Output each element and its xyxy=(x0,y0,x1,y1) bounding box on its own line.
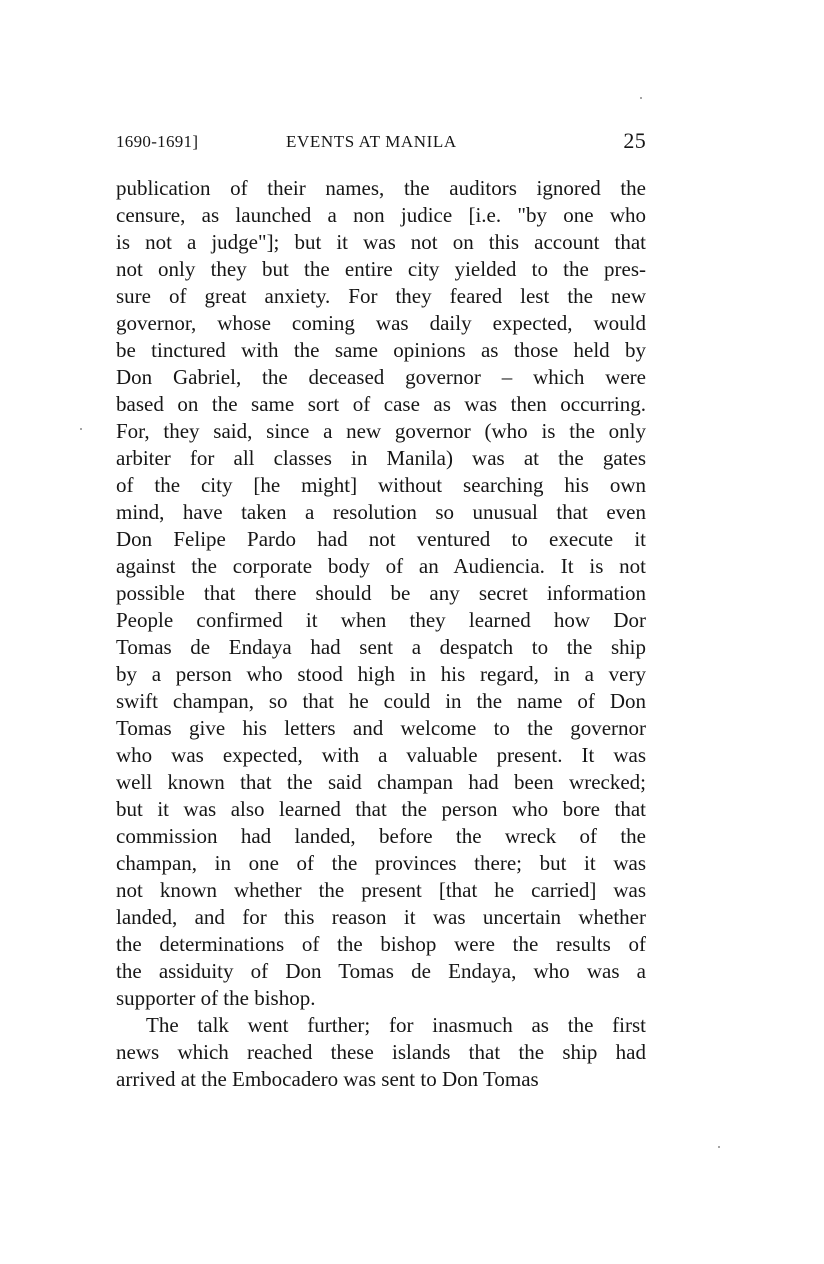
text-line: not only they but the entire city yielded to the pres- xyxy=(116,257,646,281)
text-line: Don Felipe Pardo had not ventured to execute it xyxy=(116,527,646,551)
text-line: based on the same sort of case as was then occurring. xyxy=(116,392,646,416)
text-line: landed, and for this reason it was uncertain whether xyxy=(116,905,646,929)
running-head xyxy=(116,128,646,158)
text-line: arbiter for all classes in Manila) was at the gates xyxy=(116,446,646,470)
text-line: For, they said, since a new governor (who is the only xyxy=(116,419,646,443)
text-line: arrived at the Embocadero was sent to Don Tomas xyxy=(116,1067,539,1091)
text-line: champan, in one of the provinces there; but it was xyxy=(116,851,646,875)
text-line: supporter of the bishop. xyxy=(116,986,316,1010)
scan-speck xyxy=(718,1146,720,1148)
page-number: 25 xyxy=(623,128,646,153)
text-line: commission had landed, before the wreck of the xyxy=(116,824,646,848)
text-line: People confirmed it when they learned how Dor xyxy=(116,608,646,632)
text-line: Tomas de Endaya had sent a despatch to the ship xyxy=(116,635,646,659)
text-line: is not a judge"]; but it was not on this account that xyxy=(116,230,646,254)
text-line: of the city [he might] without searching his own xyxy=(116,473,646,497)
text-line: sure of great anxiety. For they feared lest the new xyxy=(116,284,646,308)
text-line: the assiduity of Don Tomas de Endaya, who was a xyxy=(116,959,646,983)
header-years: 1690-1691] xyxy=(116,132,199,151)
text-line: publication of their names, the auditors ignored the xyxy=(116,176,646,200)
text-line: censure, as launched a non judice [i.e. "by one who xyxy=(116,203,646,227)
text-line: governor, whose coming was daily expected, would xyxy=(116,311,646,335)
text-line: The talk went further; for inasmuch as the first xyxy=(146,1013,646,1037)
scan-speck xyxy=(640,97,642,99)
text-line: but it was also learned that the person who bore that xyxy=(116,797,646,821)
text-line: Tomas give his letters and welcome to the governor xyxy=(116,716,646,740)
text-line: well known that the said champan had been wrecked; xyxy=(116,770,646,794)
text-line: possible that there should be any secret information xyxy=(116,581,646,605)
paragraph-2 xyxy=(116,1012,646,1093)
header-title: EVENTS AT MANILA xyxy=(286,132,457,151)
text-line: not known whether the present [that he carried] was xyxy=(116,878,646,902)
text-line: the determinations of the bishop were the results of xyxy=(116,932,646,956)
body-text xyxy=(116,175,646,1093)
scan-speck xyxy=(80,428,82,430)
text-line: swift champan, so that he could in the name of Don xyxy=(116,689,646,713)
text-line: by a person who stood high in his regard, in a very xyxy=(116,662,646,686)
text-line: news which reached these islands that the ship had xyxy=(116,1040,646,1064)
text-line: be tinctured with the same opinions as those held by xyxy=(116,338,646,362)
text-line: who was expected, with a valuable present. It was xyxy=(116,743,646,767)
text-line: Don Gabriel, the deceased governor – which were xyxy=(116,365,646,389)
text-line: against the corporate body of an Audiencia. It is not xyxy=(116,554,646,578)
text-line: mind, have taken a resolution so unusual that even xyxy=(116,500,646,524)
paragraph-1 xyxy=(116,175,646,1012)
